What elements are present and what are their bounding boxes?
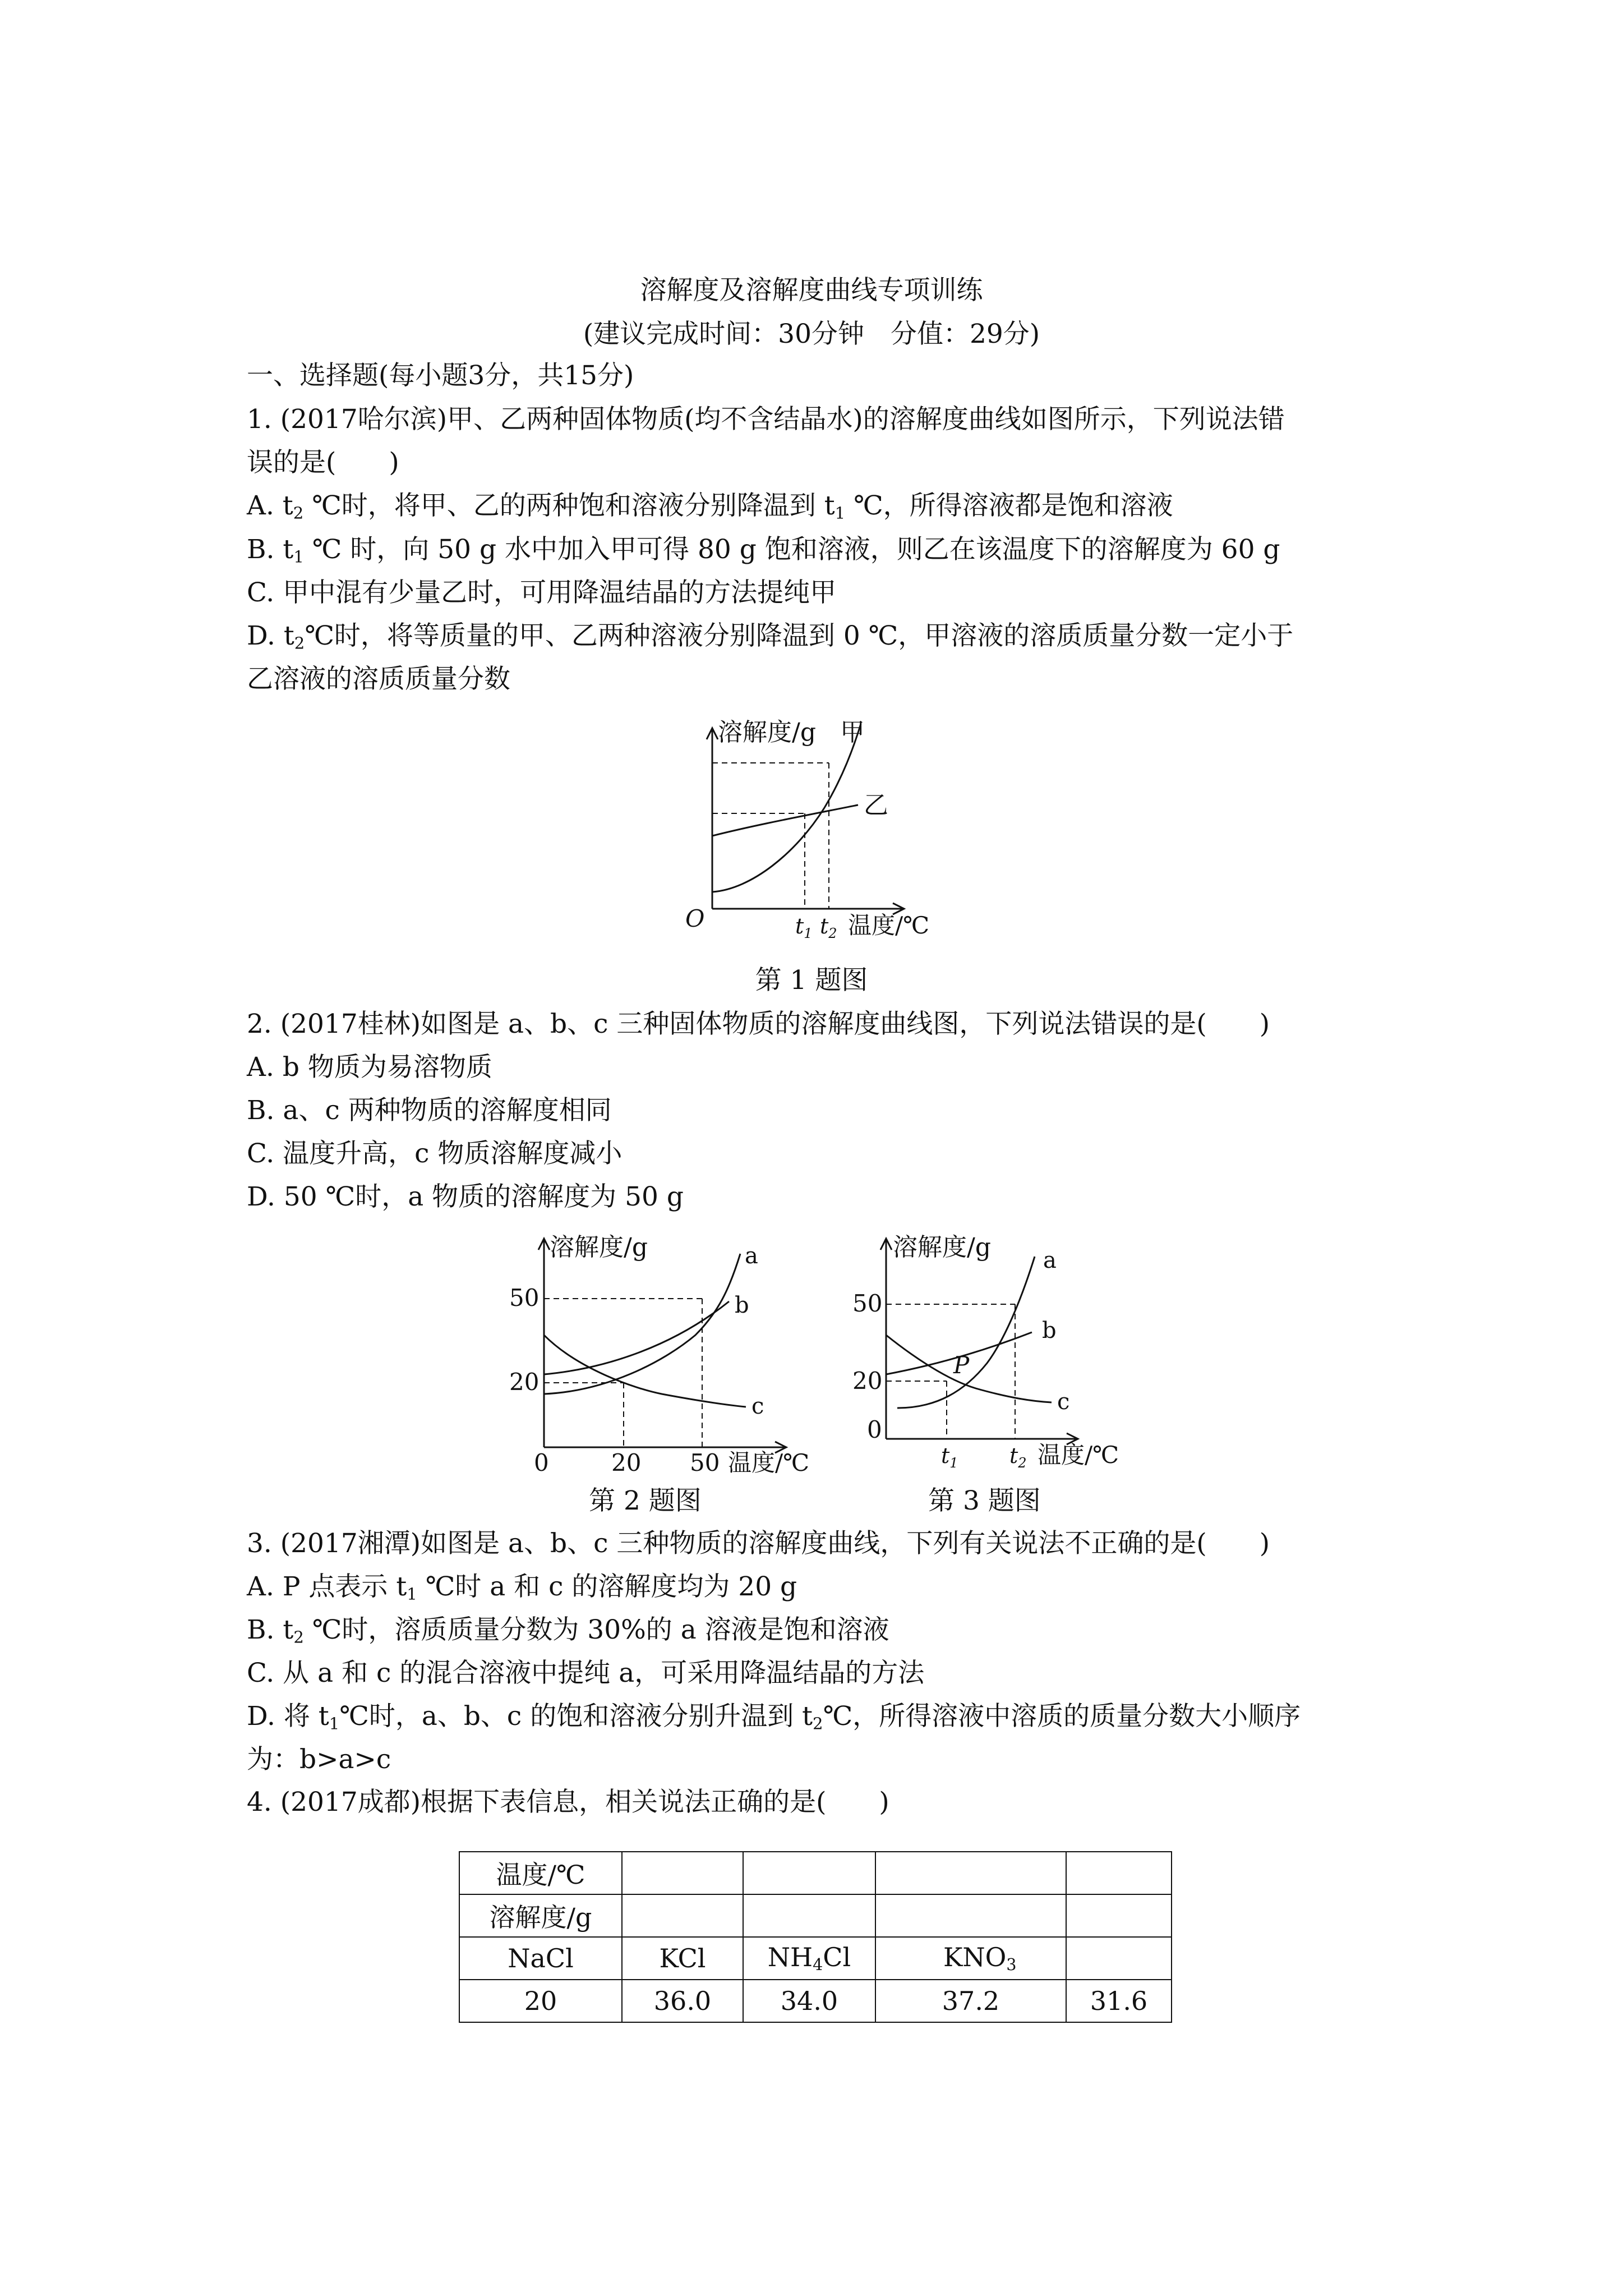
table-cell	[875, 1894, 1066, 1937]
q3-y-tick-50: 50	[852, 1290, 883, 1317]
table-cell	[1066, 1852, 1172, 1894]
q1-option-b: B. $t_1$ ℃ 时，向 50 g 水中加入甲可得 80 g 饱和溶液，则乙在该温度下的溶解度为 60 g	[247, 534, 1280, 567]
q2-x-tick-0: 0	[534, 1449, 549, 1476]
q2-stem: 2. (2017桂林)如图是 a、b、c 三种固体物质的溶解度曲线图，下列说法错误的是( )	[247, 1009, 1270, 1039]
solubility-table	[459, 1851, 1172, 2023]
table-row	[459, 1937, 1172, 1980]
q3-y-tick-0: 0	[867, 1416, 882, 1443]
q3-y-axis-label: 溶解度/g	[893, 1233, 991, 1262]
q3-solubility-figure	[841, 1223, 1155, 1475]
q1-figure-caption: 第 1 题图	[755, 965, 868, 996]
q3-series-b-label: b	[1042, 1318, 1057, 1343]
q3-figure-caption: 第 3 题图	[928, 1485, 1041, 1516]
q1-series-jia-label: 甲	[840, 718, 865, 747]
table-cell	[1066, 1937, 1172, 1980]
q1-t2-label: $t_2$	[820, 914, 837, 941]
table-cell	[622, 1894, 743, 1937]
table-cell-value: 36.0	[622, 1980, 743, 2022]
q3-stem: 3. (2017湘潭)如图是 a、b、c 三种物质的溶解度曲线，下列有关说法不正确的是( )	[247, 1528, 1270, 1559]
q4-stem: 4. (2017成都)根据下表信息，相关说法正确的是( )	[247, 1787, 889, 1818]
q3-option-b: B. $t_2$ ℃时，溶质质量分数为 30%的 a 溶液是饱和溶液	[247, 1614, 889, 1647]
table-cell-value: 20	[459, 1980, 622, 2022]
q3-option-d-line2: 为：b>a>c	[247, 1744, 391, 1775]
q1-stem-line1: 1. (2017哈尔滨)甲、乙两种固体物质(均不含结晶水)的溶解度曲线如图所示，下列说法错	[247, 404, 1285, 435]
table-cell	[743, 1852, 875, 1894]
table-cell-value: 31.6	[1066, 1980, 1172, 2022]
q2-option-c: C. 温度升高，c 物质溶解度减小	[247, 1138, 623, 1169]
page-subtitle: (建议完成时间：30分钟 分值：29分)	[583, 319, 1040, 349]
q2-series-a-label: a	[745, 1243, 758, 1269]
table-cell-value: 34.0	[743, 1980, 875, 2022]
q2-x-tick-50: 50	[690, 1449, 720, 1476]
table-cell-solubility-header: 溶解度/g	[459, 1894, 622, 1937]
q2-series-c-label: c	[751, 1393, 764, 1419]
q1-origin-label: O	[685, 905, 705, 932]
q1-stem-line2: 误的是( )	[247, 447, 399, 478]
table-cell	[743, 1894, 875, 1937]
q3-t1-label: $t_1$	[941, 1443, 958, 1471]
q3-series-a-label: a	[1043, 1248, 1057, 1273]
table-cell	[622, 1852, 743, 1894]
q2-solubility-figure	[494, 1223, 852, 1475]
table-cell-nh4cl: $NH_4Cl$	[743, 1937, 875, 1980]
q1-t1-label: $t_1$	[795, 914, 813, 941]
section-heading: 一、选择题(每小题3分，共15分)	[247, 360, 634, 391]
q1-solubility-figure	[673, 707, 965, 954]
q1-option-d: D. $t_2℃$时，将等质量的甲、乙两种溶液分别降温到 0 ℃，甲溶液的溶质质量分数一定小于	[247, 620, 1294, 653]
q3-option-c: C. 从 a 和 c 的混合溶液中提纯 a，可采用降温结晶的方法	[247, 1658, 925, 1688]
table-cell-nacl: NaCl	[459, 1937, 622, 1980]
q3-point-p-label: P	[953, 1351, 970, 1379]
q3-x-axis-label: 温度/℃	[1038, 1441, 1119, 1469]
table-cell-kno3: $KNO_3$	[875, 1937, 1066, 1980]
q1-x-axis-label: 温度/℃	[848, 912, 930, 939]
table-cell-value: 37.2	[875, 1980, 1066, 2022]
q2-y-tick-20: 20	[509, 1368, 540, 1396]
q2-figure-caption: 第 2 题图	[589, 1485, 702, 1516]
table-cell-kcl: KCl	[622, 1937, 743, 1980]
table-row	[459, 1980, 1172, 2022]
q3-t2-label: $t_2$	[1009, 1443, 1027, 1471]
q2-series-b-label: b	[735, 1292, 749, 1318]
q3-series-c-label: c	[1057, 1389, 1070, 1415]
q2-option-b: B. a、c 两种物质的溶解度相同	[247, 1095, 612, 1126]
q1-option-d-line2: 乙溶液的溶质质量分数	[247, 664, 510, 694]
page-title: 溶解度及溶解度曲线专项训练	[640, 275, 983, 306]
q1-series-yi-label: 乙	[864, 791, 888, 820]
table-row	[459, 1852, 1172, 1894]
q2-x-tick-20: 20	[611, 1449, 642, 1476]
q2-y-axis-label: 溶解度/g	[550, 1233, 648, 1262]
q2-y-tick-50: 50	[509, 1284, 540, 1312]
q3-option-d: D. 将 $t_1℃$时，a、b、c 的饱和溶液分别升温到 $t_2℃$，所得溶液中溶质的质量分数大小顺序	[247, 1701, 1301, 1733]
q2-option-a: A. b 物质为易溶物质	[247, 1052, 492, 1083]
q2-option-d: D. 50 ℃时，a 物质的溶解度为 50 g	[247, 1181, 684, 1212]
table-row	[459, 1894, 1172, 1937]
table-cell	[875, 1852, 1066, 1894]
table-cell-temperature-header: 温度/℃	[459, 1852, 622, 1894]
q3-option-a: A. P 点表示 $t_1$ ℃时 a 和 c 的溶解度均为 20 g	[247, 1571, 797, 1604]
table-cell	[1066, 1894, 1172, 1937]
q2-x-axis-label: 温度/℃	[728, 1449, 810, 1476]
q1-option-a: A. $t_2$ ℃时，将甲、乙的两种饱和溶液分别降温到 $t_1$ ℃，所得溶液都是饱和溶液	[247, 490, 1173, 523]
q3-y-tick-20: 20	[852, 1367, 883, 1395]
q1-option-c: C. 甲中混有少量乙时，可用降温结晶的方法提纯甲	[247, 577, 837, 608]
q1-y-axis-label: 溶解度/g	[718, 718, 816, 747]
